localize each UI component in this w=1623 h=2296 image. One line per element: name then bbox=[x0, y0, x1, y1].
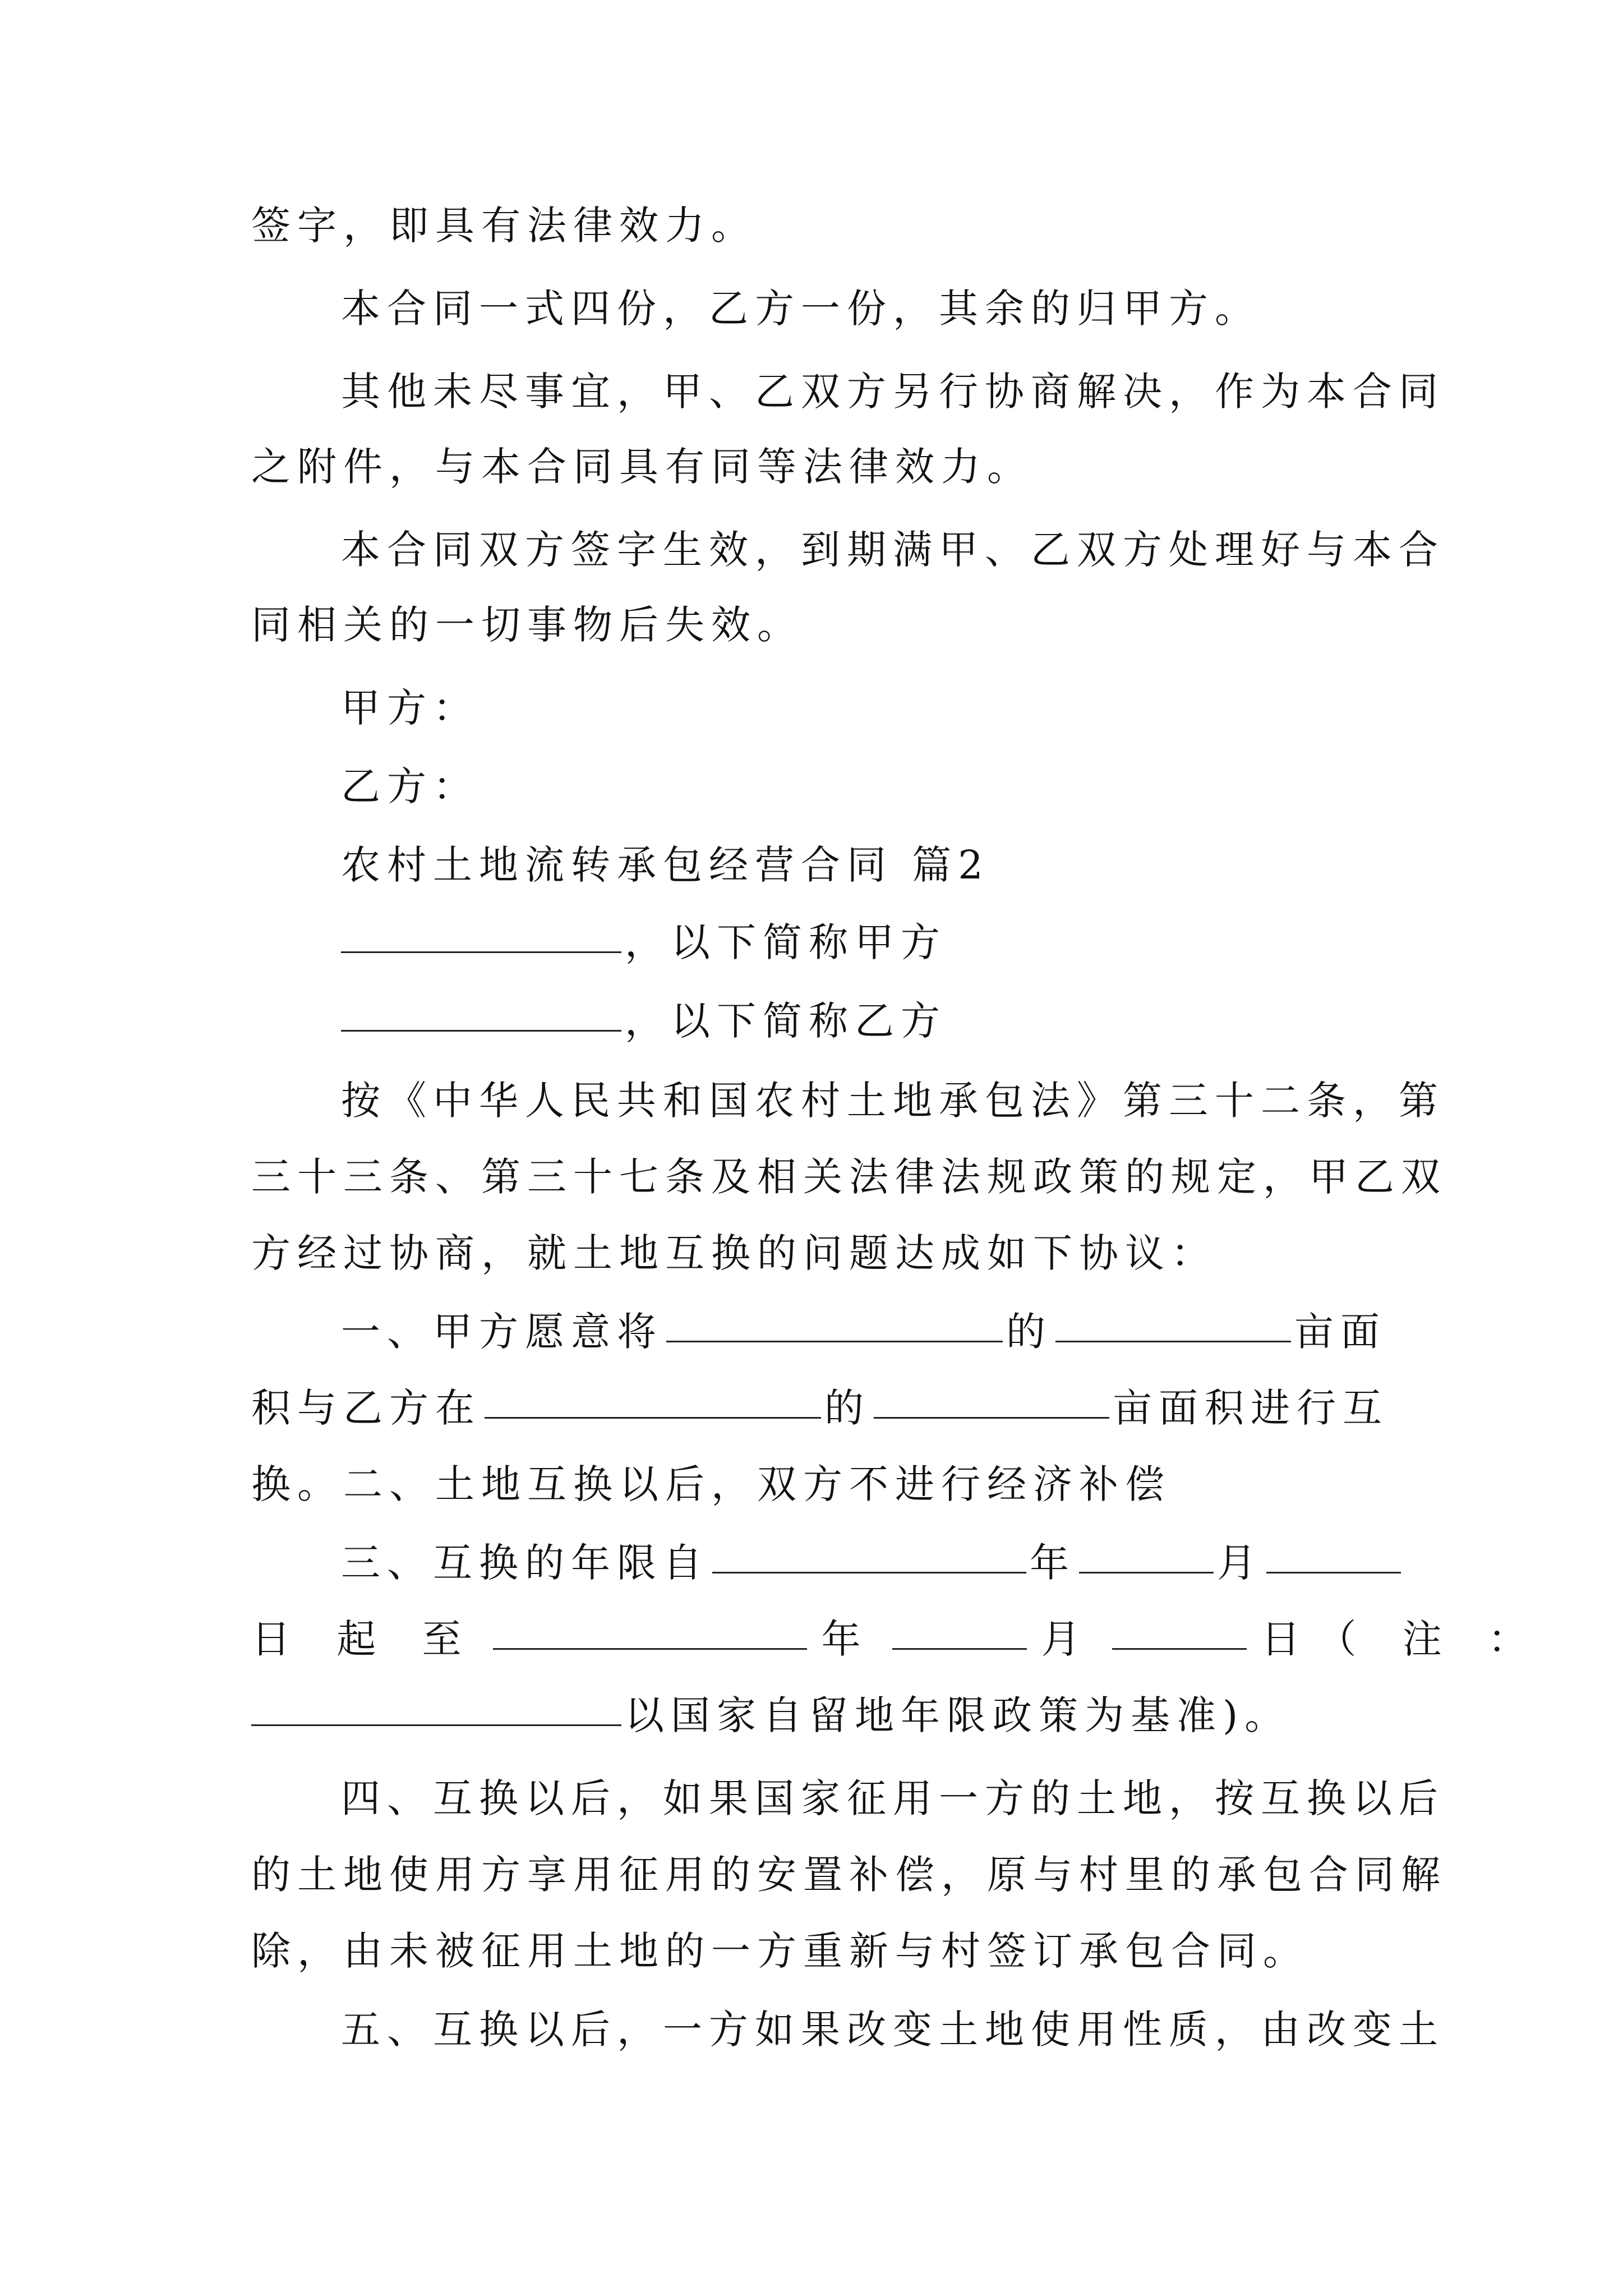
paragraph-line: 签字，即具有法律效力。 bbox=[251, 203, 757, 249]
day-blank[interactable] bbox=[1112, 1611, 1247, 1650]
clause-3-line: 日 起 至 年 月 日（ 注 ： bbox=[251, 1611, 1544, 1667]
month-blank[interactable] bbox=[1079, 1535, 1214, 1573]
clause-3-line: 三、互换的年限自 年 月 bbox=[341, 1535, 1404, 1591]
paragraph-line: 本合同双方签字生效，到期满甲、乙双方处理好与本合 bbox=[341, 527, 1445, 573]
party-a-signature-label: 甲方： bbox=[341, 685, 479, 731]
month-blank[interactable] bbox=[892, 1611, 1027, 1650]
party-b-line: ，以下简称乙方 bbox=[341, 993, 947, 1049]
paragraph-line: 本合同一式四份，乙方一份，其余的归甲方。 bbox=[341, 286, 1261, 332]
paragraph-line: 除，由未被征用土地的一方重新与村签订承包合同。 bbox=[251, 1928, 1309, 1974]
clause-3-line: 以国家自留地年限政策为基准)。 bbox=[251, 1687, 1290, 1743]
paragraph-line: 三十三条、第三十七条及相关法律法规政策的规定，甲乙双 bbox=[251, 1154, 1447, 1200]
location-blank[interactable] bbox=[666, 1304, 1003, 1342]
clause-1-line: 一、甲方愿意将 的 亩面 bbox=[341, 1304, 1386, 1360]
year-blank[interactable] bbox=[493, 1611, 807, 1650]
party-a-line: ，以下简称甲方 bbox=[341, 914, 947, 970]
location-blank[interactable] bbox=[485, 1380, 821, 1419]
day-blank[interactable] bbox=[1266, 1535, 1401, 1573]
paragraph-line: 四、互换以后，如果国家征用一方的土地，按互换以后 bbox=[341, 1775, 1445, 1821]
paragraph-line: 五、互换以后，一方如果改变土地使用性质，由改变土 bbox=[341, 2007, 1445, 2053]
paragraph-line: 的土地使用方享用征用的安置补偿，原与村里的承包合同解 bbox=[251, 1852, 1447, 1898]
paragraph-line: 同相关的一切事物后失效。 bbox=[251, 602, 803, 648]
paragraph-line: 方经过协商，就土地互换的问题达成如下协议： bbox=[251, 1230, 1217, 1276]
section-heading: 农村土地流转承包经营合同 篇2 bbox=[341, 842, 990, 888]
year-blank[interactable] bbox=[712, 1535, 1026, 1573]
paragraph-line: 按《中华人民共和国农村土地承包法》第三十二条，第 bbox=[341, 1078, 1445, 1124]
paragraph-line: 其他未尽事宜，甲、乙双方另行协商解决，作为本合同 bbox=[341, 369, 1445, 415]
note-blank[interactable] bbox=[251, 1687, 621, 1726]
party-b-blank[interactable] bbox=[341, 993, 621, 1032]
paragraph-line: 换。二、土地互换以后，双方不进行经济补偿 bbox=[251, 1461, 1171, 1507]
party-b-signature-label: 乙方： bbox=[341, 763, 479, 809]
area-blank[interactable] bbox=[1055, 1304, 1291, 1342]
clause-1-line: 积与乙方在 的 亩面积进行互 bbox=[251, 1380, 1389, 1436]
paragraph-line: 之附件，与本合同具有同等法律效力。 bbox=[251, 444, 1033, 490]
area-blank[interactable] bbox=[874, 1380, 1109, 1419]
party-a-blank[interactable] bbox=[341, 914, 621, 953]
